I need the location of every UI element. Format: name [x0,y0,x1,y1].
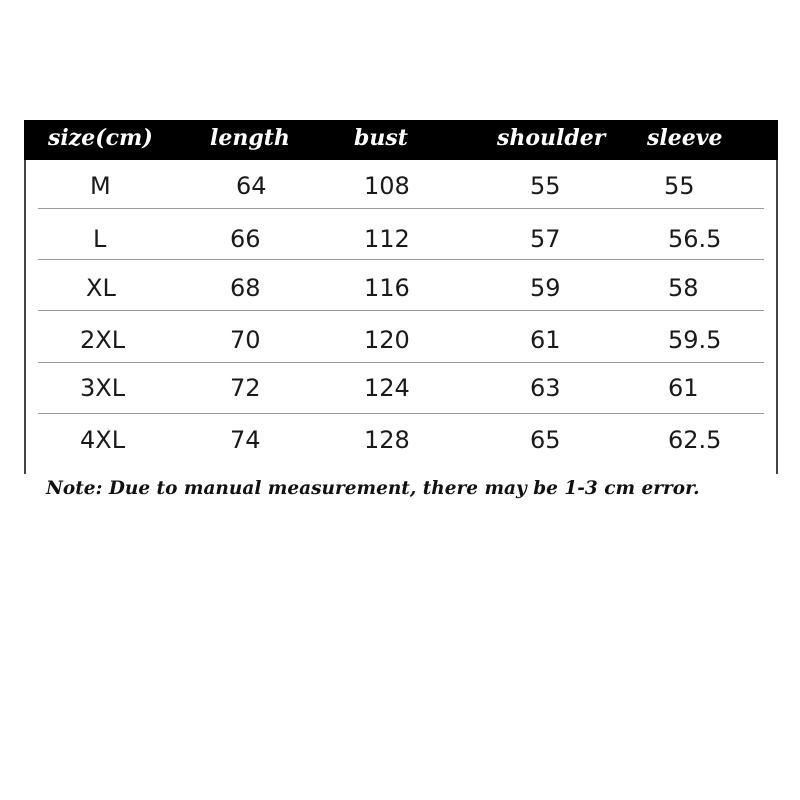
cell-size: L [93,225,107,253]
header-bust: bust [354,125,408,151]
cell-length: 68 [230,274,261,302]
cell-size: M [90,172,111,200]
cell-bust: 124 [364,374,410,402]
row-divider [38,362,764,363]
cell-sleeve: 58 [668,274,699,302]
cell-length: 66 [230,225,261,253]
cell-bust: 128 [364,426,410,454]
cell-sleeve: 59.5 [668,326,722,354]
cell-bust: 120 [364,326,410,354]
cell-shoulder: 59 [530,274,561,302]
cell-length: 70 [230,326,261,354]
row-divider [38,310,764,311]
header-shoulder: shoulder [497,125,606,151]
row-divider [38,259,764,260]
cell-length: 72 [230,374,261,402]
header-size: size(cm) [48,125,153,151]
cell-shoulder: 65 [530,426,561,454]
cell-bust: 112 [364,225,410,253]
cell-shoulder: 61 [530,326,561,354]
cell-size: 3XL [80,374,126,402]
measurement-note: Note: Due to manual measurement, there may be 1-3 cm error. [46,478,700,499]
cell-size: 2XL [80,326,126,354]
cell-sleeve: 55 [664,172,695,200]
row-divider [38,413,764,414]
cell-size: XL [86,274,116,302]
table-header-row [24,120,778,160]
cell-sleeve: 62.5 [668,426,722,454]
cell-length: 74 [230,426,261,454]
cell-sleeve: 56.5 [668,225,722,253]
row-divider [38,208,764,209]
table-right-border [776,160,778,474]
header-sleeve: sleeve [647,125,723,151]
cell-bust: 116 [364,274,410,302]
cell-shoulder: 57 [530,225,561,253]
header-length: length [210,125,290,151]
cell-sleeve: 61 [668,374,699,402]
size-chart-table [24,120,778,474]
cell-bust: 108 [364,172,410,200]
cell-size: 4XL [80,426,126,454]
cell-length: 64 [236,172,267,200]
table-left-border [24,160,26,474]
cell-shoulder: 55 [530,172,561,200]
cell-shoulder: 63 [530,374,561,402]
